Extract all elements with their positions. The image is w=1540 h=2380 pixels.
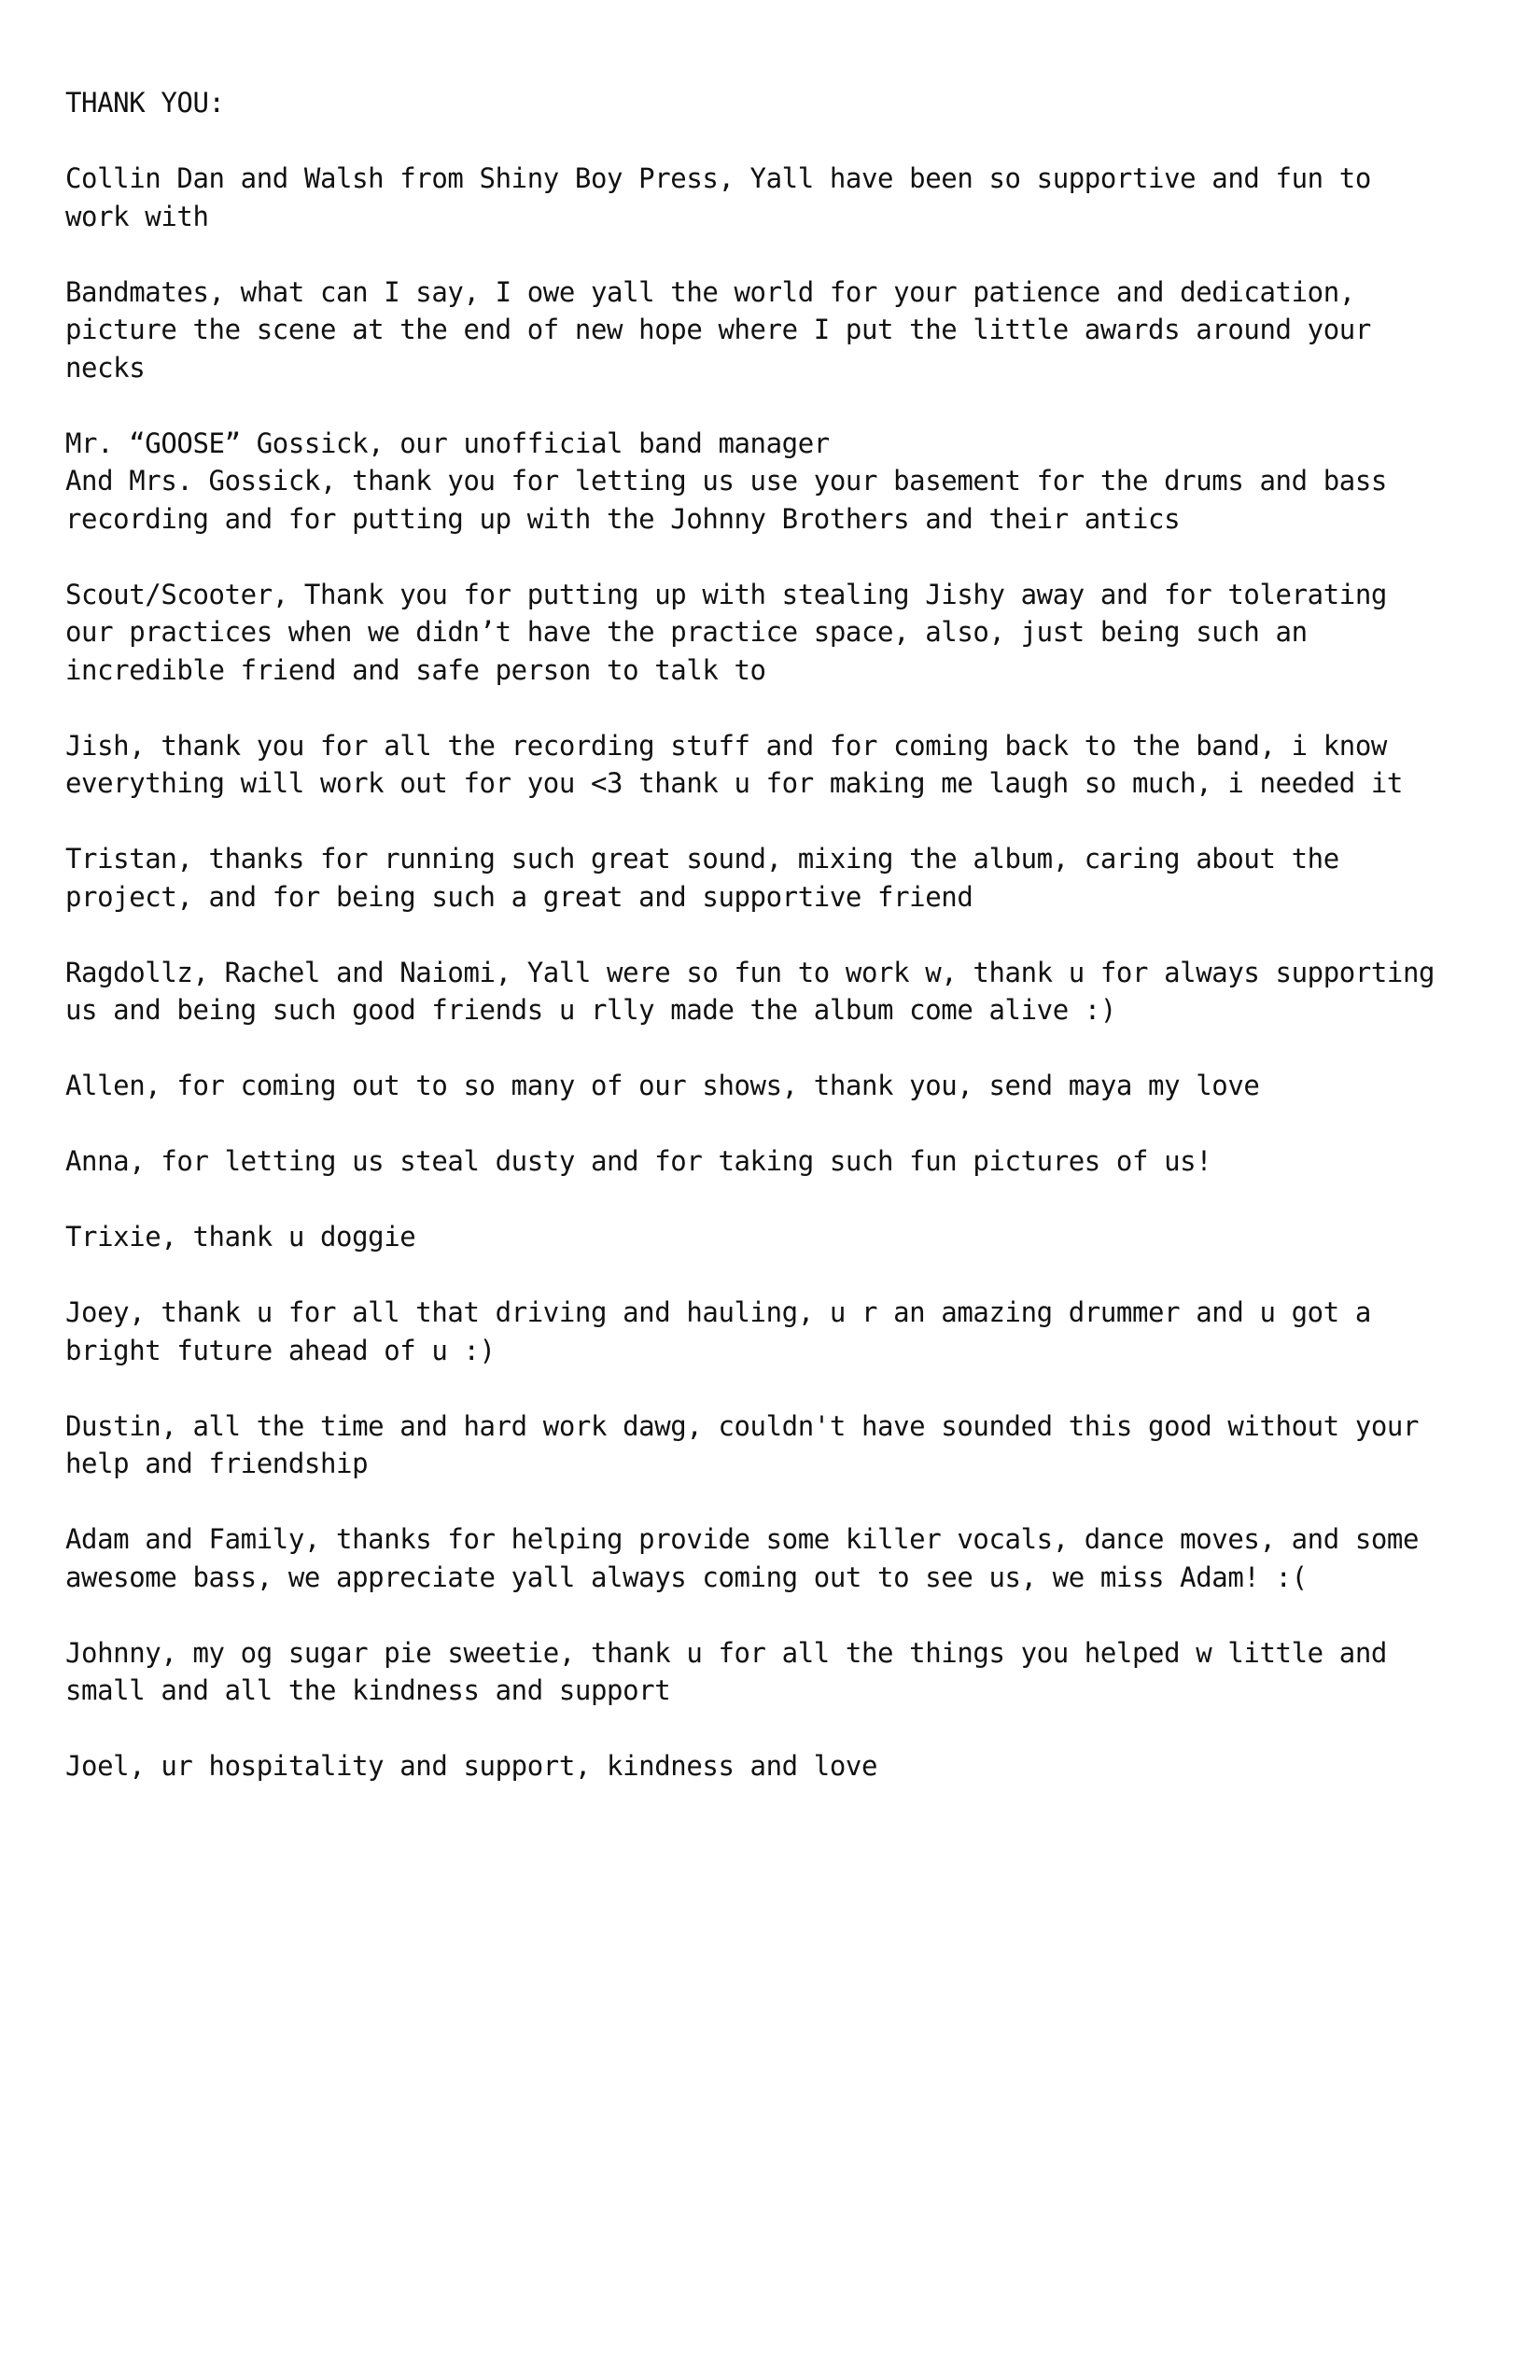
paragraph-line: us and being such good friends u rlly made the album come alive :) [65, 994, 1116, 1026]
acknowledgement-paragraph [65, 576, 1503, 690]
paragraph-line: Tristan, thanks for running such great sound, mixing the album, caring about the [65, 843, 1339, 875]
paragraph-line: project, and for being such a great and supportive friend [65, 880, 973, 913]
acknowledgement-paragraph [65, 1067, 1503, 1105]
paragraph-line: Johnny, my og sugar pie sweetie, thank u for all the things you helped w little and [65, 1636, 1387, 1669]
acknowledgement-paragraph [65, 1520, 1503, 1596]
acknowledgement-paragraph [65, 1407, 1503, 1483]
document-heading: THANK YOU: [65, 87, 225, 119]
acknowledgement-paragraph [65, 1747, 1503, 1785]
document-page [65, 84, 1503, 1823]
acknowledgement-paragraph [65, 954, 1503, 1029]
paragraph-line: Adam and Family, thanks for helping provide some killer vocals, dance moves, and some [65, 1523, 1420, 1555]
acknowledgement-paragraph [65, 1218, 1503, 1256]
paragraph-line: our practices when we didn’t have the practice space, also, just being such an [65, 616, 1308, 648]
paragraph-line: Joey, thank u for all that driving and hauling, u r an amazing drummer and u got a [65, 1296, 1371, 1328]
acknowledgement-paragraph [65, 727, 1503, 803]
acknowledgement-paragraph [65, 1294, 1503, 1369]
paragraph-line: Scout/Scooter, Thank you for putting up with stealing Jishy away and for tolerating [65, 578, 1387, 610]
acknowledgement-paragraph [65, 1634, 1503, 1710]
paragraph-line: Allen, for coming out to so many of our shows, thank you, send maya my love [65, 1070, 1260, 1101]
paragraph-line: Trixie, thank u doggie [65, 1221, 416, 1253]
paragraph-line: Joel, ur hospitality and support, kindness and love [65, 1750, 878, 1782]
paragraph-line: Anna, for letting us steal dusty and for taking such fun pictures of us! [65, 1145, 1212, 1177]
paragraph-line: work with [65, 200, 209, 232]
paragraph-line: And Mrs. Gossick, thank you for letting us use your basement for the drums and bass [65, 465, 1387, 497]
paragraph-line: picture the scene at the end of new hope where I put the little awards around your [65, 314, 1371, 345]
paragraph-line: bright future ahead of u :) [65, 1334, 496, 1366]
acknowledgement-paragraph [65, 273, 1503, 387]
acknowledgement-paragraph [65, 1142, 1503, 1181]
paragraph-line: everything will work out for you <3 thank u for making me laugh so much, i needed it [65, 767, 1403, 799]
paragraph-line: incredible friend and safe person to talk to [65, 653, 766, 686]
paragraph-line: recording and for putting up with the Johnny Brothers and their antics [65, 502, 1181, 535]
acknowledgement-paragraph [65, 425, 1503, 539]
paragraph-line: help and friendship [65, 1448, 369, 1479]
paragraph-line: small and all the kindness and support [65, 1674, 671, 1706]
paragraph-line: Jish, thank you for all the recording stuff and for coming back to the band, i know [65, 729, 1387, 762]
acknowledgements-list [65, 160, 1503, 1785]
paragraph-line: awesome bass, we appreciate yall always coming out to see us, we miss Adam! :( [65, 1561, 1308, 1593]
paragraph-line: Bandmates, what can I say, I owe yall the world for your patience and dedication, [65, 275, 1355, 308]
paragraph-line: Mr. “GOOSE” Gossick, our unofficial band manager [65, 427, 830, 459]
paragraph-line: Collin Dan and Walsh from Shiny Boy Press, Yall have been so supportive and fun to [65, 162, 1371, 194]
paragraph-line: Dustin, all the time and hard work dawg, couldn't have sounded this good without your [65, 1409, 1420, 1442]
paragraph-line: Ragdollz, Rachel and Naiomi, Yall were so fun to work w, thank u for always supporting [65, 956, 1435, 988]
paragraph-line: necks [65, 351, 146, 384]
acknowledgement-paragraph [65, 160, 1503, 235]
acknowledgement-paragraph [65, 840, 1503, 916]
